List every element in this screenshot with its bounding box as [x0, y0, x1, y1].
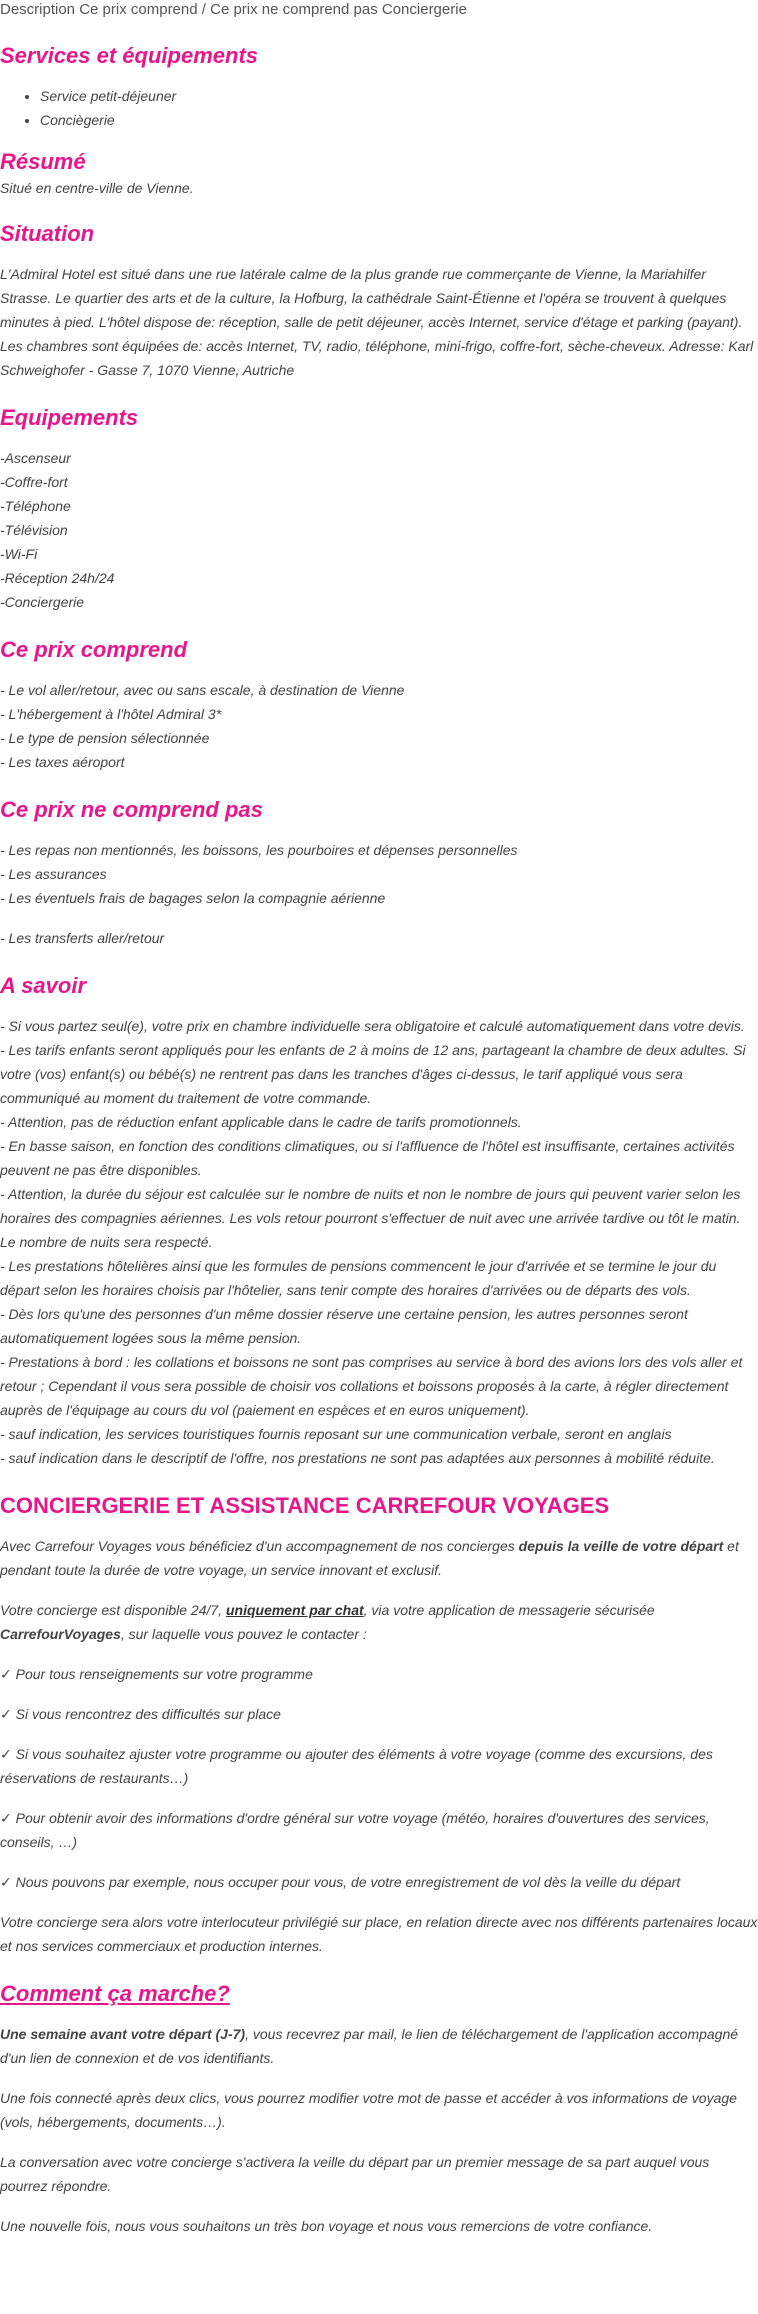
comprend-title: Ce prix comprend [0, 637, 188, 662]
equipements-title: Equipements [0, 405, 139, 430]
tab-ce-prix-ne-comprend-pas[interactable]: Ce prix ne comprend pas [210, 1, 378, 18]
app-name: CarrefourVoyages [0, 1626, 121, 1642]
comment-p1-text: , vous recevrez par mail, le lien de téléchargement de l'application accompagné d'un lien de connexion et de vos identifiants. [0, 2026, 739, 2066]
check-item: ✓ Si vous souhaitez ajuster votre programme ou ajouter des éléments à votre voyage (comme des excursions, des réservations de restaurants…) [0, 1746, 713, 1786]
savoir-title: A savoir [0, 973, 87, 998]
intro-bold: depuis la veille de votre départ [518, 1538, 724, 1554]
list-item: -Conciergerie [0, 594, 85, 610]
check-item: ✓ Nous pouvons par exemple, nous occuper pour vous, de votre enregistrement de vol dès la veille du départ [0, 1874, 681, 1890]
conciergerie-intro [0, 1534, 758, 1582]
list-item: - sauf indication, les services touristiques fournis reposant sur une communication verbale, seront en anglais [0, 1426, 672, 1442]
comment-p1-bold: Une semaine avant votre départ (J-7) [0, 2026, 246, 2042]
list-item: - En basse saison, en fonction des conditions climatiques, ou si l'affluence de l'hôtel est insuffisante, certaines activités peuvent ne pas être disponibles. [0, 1138, 735, 1178]
conciergerie-title: CONCIERGERIE ET ASSISTANCE CARREFOUR VOYAGES [0, 1493, 610, 1518]
situation-text: L'Admiral Hotel est situé dans une rue latérale calme de la plus grande rue commerçante de Vienne, la Mariahilfer Strasse. Le quartier des arts et de la culture, la Hofburg, la cathédrale Saint-Étienne et l'opéra se trouvent à quelques minutes à pied. L'hôtel dispose de: réception, salle de petit déjeuner, accès Internet, service d'étage et parking (payant). Les chambres sont équipées de: accès Internet, TV, radio, téléphone, mini-frigo, coffre-fort, sèche-cheveux. Adresse: Karl Schweighofer - Gasse 7, 1070 Vienne, Autriche [0, 266, 754, 378]
list-item: • Conciègerie [40, 108, 758, 132]
list-item: - Les taxes aéroport [0, 754, 125, 770]
ne-comprend-title: Ce prix ne comprend pas [0, 797, 263, 822]
intro-text-end: et pendant toute la durée de votre voyage, un service innovant et exclusif. [0, 1538, 739, 1578]
situation-title: Situation [0, 221, 95, 246]
list-item: - Le type de pension sélectionnée [0, 730, 210, 746]
list-item: - Les éventuels frais de bagages selon la compagnie aérienne [0, 890, 386, 906]
chat-only-link[interactable]: uniquement par chat [225, 1602, 364, 1618]
tab-conciergerie[interactable]: Conciergerie [381, 1, 467, 18]
check-item: ✓ Pour tous renseignements sur votre programme [0, 1666, 313, 1682]
list-item: - Attention, pas de réduction enfant applicable dans le cadre de tarifs promotionnels. [0, 1114, 522, 1130]
availability-text: Votre concierge est disponible 24/7, [0, 1602, 226, 1618]
list-item: - Le vol aller/retour, avec ou sans escale, à destination de Vienne [0, 682, 405, 698]
savoir-list [0, 1014, 758, 1470]
list-item: - Les transferts aller/retour [0, 930, 165, 946]
list-item: -Wi-Fi [0, 546, 38, 562]
conciergerie-availability [0, 1598, 758, 1646]
conciergerie-conclusion: Votre concierge sera alors votre interlocuteur privilégié sur place, en relation directe avec nos différents partenaires locaux et nos services commerciaux et production internes. [0, 1914, 758, 1954]
list-item: -Télévision [0, 522, 68, 538]
list-item: - Les repas non mentionnés, les boissons, les pourboires et dépenses personnelles [0, 842, 518, 858]
services-list [0, 84, 758, 132]
list-item: - Les tarifs enfants seront appliqués pour les enfants de 2 à moins de 12 ans, partageant la chambre de deux adultes. Si votre (vos) enfant(s) ou bébé(s) ne rentrent pas dans les tranches d'âges ci-dessus, le tarif appliqué vous sera communiqué au moment du traitement de votre commande. [0, 1042, 746, 1106]
services-title: Services et équipements [0, 43, 259, 68]
ne-comprend-list [0, 838, 758, 950]
check-item: ✓ Pour obtenir avoir des informations d'ordre général sur votre voyage (météo, horaires d'ouvertures des services, conseils, …) [0, 1810, 710, 1850]
equipements-list [0, 446, 758, 614]
list-item: - Prestations à bord : les collations et boissons ne sont pas comprises au service à bord des avions lors des vols aller et retour ; Cependant il vous sera possible de choisir vos collations et boissons proposés à la carte, à régler directement auprès de l'équipage au cours du vol (paiement en espèces et en euros uniquement). [0, 1354, 743, 1418]
list-item: - Les prestations hôtelières ainsi que les formules de pensions commencent le jour d'arrivée et se termine le jour du départ selon les horaires choisis par l'hôtelier, sans tenir compte des horaires d'arrivées ou de départs des vols. [0, 1258, 717, 1298]
list-item: -Ascenseur [0, 450, 71, 466]
availability-text-end: , sur laquelle vous pouvez le contacter : [120, 1626, 367, 1642]
list-item: - L'hébergement à l'hôtel Admiral 3* [0, 706, 222, 722]
comment-p3: La conversation avec votre concierge s'activera la veille du départ par un premier message de sa part auquel vous pourrez répondre. [0, 2154, 710, 2194]
check-item: ✓ Si vous rencontrez des difficultés sur place [0, 1706, 281, 1722]
list-item: - Dès lors qu'une des personnes d'un même dossier réserve une certaine pension, les autres personnes seront automatiquement logées sous la même pension. [0, 1306, 688, 1346]
tab-separator: / [201, 1, 206, 18]
list-item: -Réception 24h/24 [0, 570, 115, 586]
intro-text: Avec Carrefour Voyages vous bénéficiez d'un accompagnement de nos concierges [0, 1538, 519, 1554]
comment-p4: Une nouvelle fois, nous vous souhaitons un très bon voyage et nous vous remercions de votre confiance. [0, 2218, 653, 2234]
list-item: - Les assurances [0, 866, 107, 882]
list-item: - Attention, la durée du séjour est calculée sur le nombre de nuits et non le nombre de jours qui peuvent varier selon les horaires des compagnies aériennes. Les vols retour pourront s'effectuer de nuit avec une arrivée tardive ou tôt le matin. Le nombre de nuits sera respecté. [0, 1186, 741, 1250]
list-item: -Téléphone [0, 498, 71, 514]
list-item: -Coffre-fort [0, 474, 68, 490]
resume-text: Situé en centre-ville de Vienne. [0, 180, 194, 196]
tab-bar [0, 0, 758, 20]
tab-ce-prix-comprend[interactable]: Ce prix comprend [79, 1, 198, 18]
comment-p1 [0, 2022, 758, 2070]
availability-text-mid: , via votre application de messagerie sécurisée [363, 1602, 655, 1618]
list-item: • Service petit-déjeuner [40, 84, 758, 108]
tab-description[interactable]: Description [0, 1, 76, 18]
resume-title: Résumé [0, 149, 86, 174]
comprend-list [0, 678, 758, 774]
list-item: - sauf indication dans le descriptif de l'offre, nos prestations ne sont pas adaptées aux personnes à mobilité réduite. [0, 1450, 715, 1466]
comment-p2: Une fois connecté après deux clics, vous pourrez modifier votre mot de passe et accéder à vos informations de voyage (vols, hébergements, documents…). [0, 2090, 737, 2130]
list-item: - Si vous partez seul(e), votre prix en chambre individuelle sera obligatoire et calculé automatiquement dans votre devis. [0, 1018, 745, 1034]
comment-title: Comment ça marche? [0, 1981, 230, 2006]
